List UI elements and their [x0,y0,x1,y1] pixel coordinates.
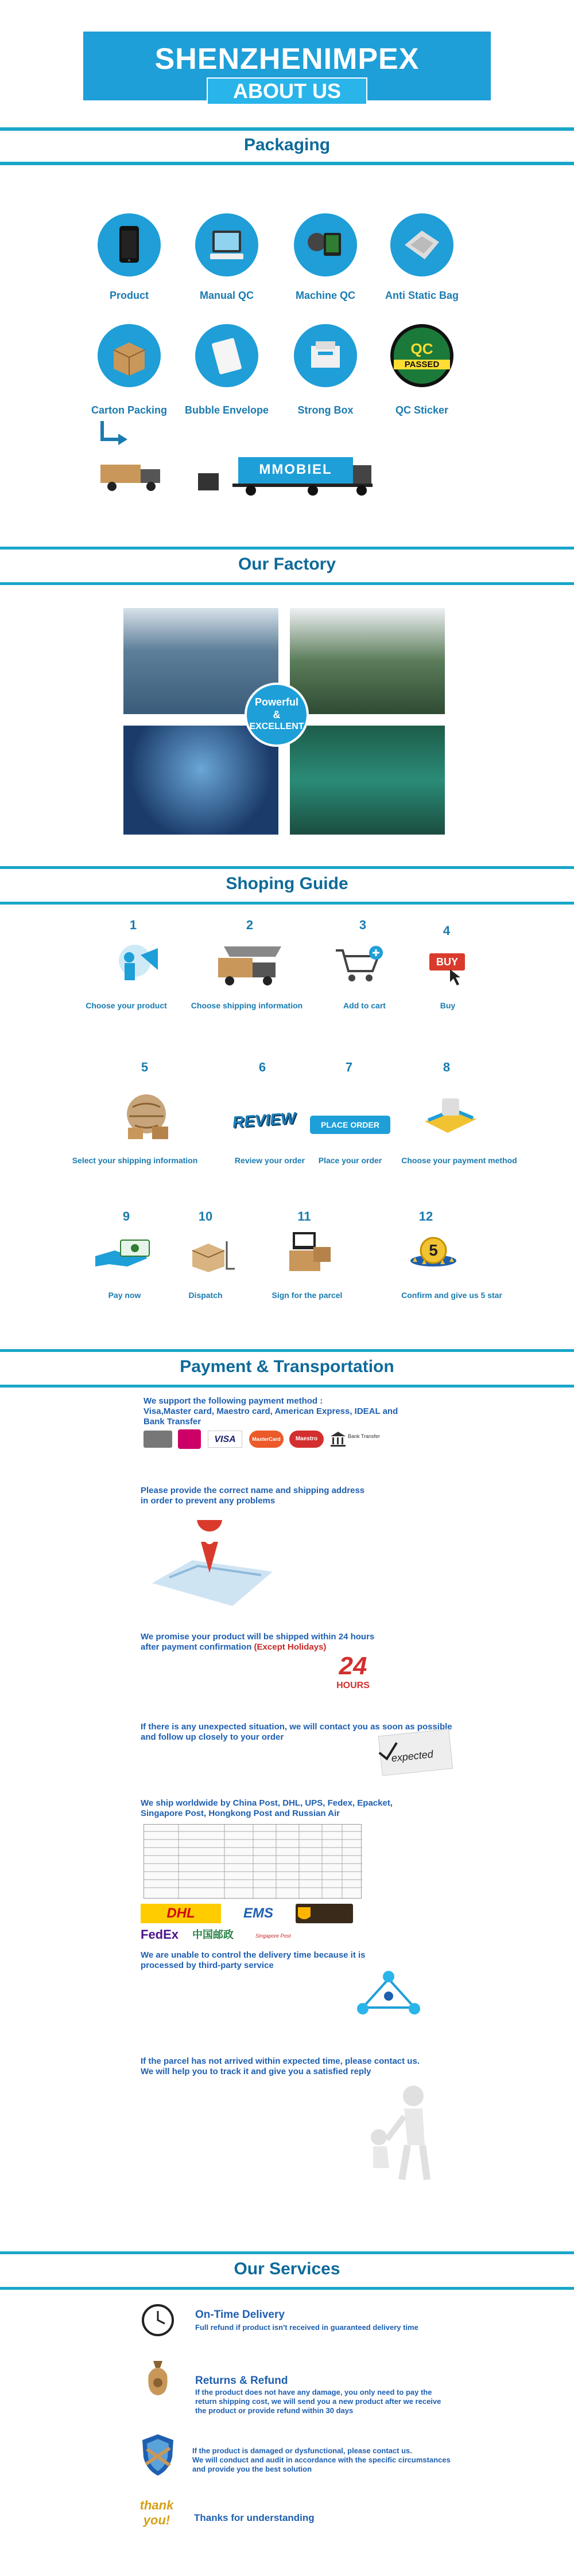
singapore-post-logo: Singapore Post [255,1933,291,1939]
bank-transfer-label: Bank Transfer [348,1433,381,1439]
ups-logo [296,1904,353,1923]
service-returns-title: Returns & Refund [195,2375,288,2387]
choose-product-icon [100,938,169,989]
brand-title: SHENZHENIMPEX [154,42,420,76]
network-people-icon [351,1967,426,2025]
step-label: Select your shipping information [72,1156,198,1165]
china-post-logo: 中国邮政 [192,1929,234,1940]
expected-icon [378,1729,453,1776]
factory-photo-4 [290,726,445,835]
visa-logo: VISA [208,1431,242,1448]
card-generic-icon [144,1431,172,1448]
services-section-header [0,2251,574,2291]
packaging-label-product: Product [109,290,149,301]
service-body-line: return shipping cost, we will send you a new product after we receive [195,2397,441,2406]
machine-qc-icon [294,213,357,276]
pay-now-icon [92,1233,155,1273]
qc-sticker-top: QC [410,340,433,357]
forklift-truck-icon [95,453,169,493]
service-body-line: We will conduct and audit in accordance with the specific circumstances [192,2456,451,2464]
bubble-envelope-icon [195,324,258,387]
sign-parcel-icon [281,1227,339,1273]
review-word: REVIEW [231,1109,297,1131]
payment-text-line: We ship worldwide by China Post, DHL, UPS, Fedex, Epacket, [141,1798,393,1808]
service-thanks-title: Thanks for understanding [194,2512,315,2523]
payment-text-line [141,1642,416,1653]
factory-photo-3 [123,726,278,835]
packaging-title: Packaging [243,135,331,154]
maestro-logo: Maestro [289,1431,324,1448]
shopping-title: Shoping Guide [226,874,348,893]
shield-icon [138,2432,178,2478]
services-title: Our Services [234,2259,340,2278]
five-star-number: 5 [429,1241,438,1259]
rate-table-grid [144,1825,362,1899]
ideal-icon [178,1429,201,1449]
step-label: Place your order [318,1156,382,1165]
packaging-label-carton: Carton Packing [91,404,168,416]
payment-text-line: We promise your product will be shipped within 24 hours [141,1632,375,1642]
step-number: 6 [258,1060,266,1074]
step-label: Buy [440,1001,456,1010]
step-label: Dispatch [188,1291,223,1300]
truck-brand-label: MMOBIEL [259,462,332,477]
packaging-label-strong-box: Strong Box [297,404,354,416]
shipping-info-icon [212,941,293,989]
payment-text-line: We support the following payment method : [144,1396,323,1406]
payment-text-line: Please provide the correct name and shipping address [141,1486,365,1495]
clock-icon [141,2303,175,2337]
step-number: 12 [418,1209,433,1223]
dhl-logo: DHL [141,1904,221,1923]
payment-section-header [0,1349,574,1389]
money-bag-icon [141,2357,175,2398]
qc-sticker-icon [390,324,453,387]
24-number: 24 [339,1652,367,1680]
step-number: 8 [443,1060,451,1074]
service-body-line: If the product is damaged or dysfunctional, please contact us. [192,2446,412,2455]
step-label: Pay now [108,1291,141,1300]
shipping-address-text [141,1486,416,1506]
service-body-line: If the product does not have any damage, you only need to pay the [195,2388,432,2396]
step-number: 1 [129,918,137,932]
packaging-label-anti-static: Anti Static Bag [385,290,459,301]
shipping-promise-text [141,1632,416,1653]
qc-sticker-bottom: PASSED [394,360,450,369]
factory-badge [245,683,309,747]
payment-text-span: after payment confirmation [141,1642,252,1652]
factory-section-header [0,547,574,587]
payment-text-line: in order to prevent any problems [141,1496,276,1506]
payment-text-line: Bank Transfer [144,1417,201,1427]
step-number: 2 [246,918,254,932]
payment-text-line: If the parcel has not arrived within expected time, please contact us. [141,2056,420,2066]
payment-text-line: and follow up closely to your order [141,1732,284,1742]
five-star-icon [405,1233,462,1273]
about-us-label: ABOUT US [207,77,367,105]
ups-shield-icon [296,1904,313,1923]
place-order-button: PLACE ORDER [310,1116,390,1134]
badge-excellent: EXCELLENT [249,722,304,731]
except-holidays-text: (Except Holidays) [254,1642,327,1652]
payment-text-line: We will help you to track it and give you a satisfied reply [141,2067,371,2076]
factory-title: Our Factory [238,555,336,574]
header-divider-top [0,127,574,131]
service-on-time-body: Full refund if product isn't received in guaranteed delivery time [195,2323,418,2332]
step-number: 4 [443,923,451,938]
step-number: 9 [122,1209,130,1223]
down-right-arrow-icon [98,419,132,447]
payment-text-line: Singapore Post, Hongkong Post and Russian Air [141,1809,340,1818]
payment-text-line: If there is any unexpected situation, we will contact you as soon as possible [141,1722,452,1732]
badge-amp: & [273,709,281,720]
payment-text-line: Visa,Master card, Maestro card, American Express, IDEAL and [144,1406,398,1416]
step-number: 10 [198,1209,213,1223]
anti-static-bag-icon [390,213,453,276]
bank-transfer-logo [329,1431,381,1448]
expected-word: expected [390,1748,434,1764]
service-body-line: and provide you the best solution [192,2465,312,2473]
packaging-label-machine-qc: Machine QC [295,290,356,301]
payment-methods-text [144,1396,419,1427]
step-label: Sign for the parcel [272,1291,343,1300]
step-label: Choose your payment method [401,1156,517,1165]
helping-figures-icon [356,2082,436,2185]
carrier-logos [141,1901,359,1947]
parcel-not-arrived-text [141,2056,439,2077]
carton-packing-icon [98,324,161,387]
packaging-label-manual-qc: Manual QC [199,290,254,301]
24-hours-icon [330,1652,376,1698]
step-number: 7 [345,1060,353,1074]
step-label: Choose shipping information [191,1001,303,1010]
step-number: 5 [141,1060,149,1074]
shipping-globe-icon [112,1084,181,1141]
manual-qc-icon [195,213,258,276]
badge-powerful: Powerful [254,696,298,708]
review-icon [230,1104,298,1139]
payment-method-icon [419,1093,482,1139]
mastercard-logo: MasterCard [249,1431,284,1448]
step-label: Add to cart [343,1001,386,1010]
bank-icon [329,1431,347,1448]
service-on-time-title: On-Time Delivery [195,2309,285,2321]
packaging-label-bubble: Bubble Envelope [184,404,269,416]
payment-title: Payment & Transportation [180,1357,394,1376]
check-icon [376,1739,401,1764]
packaging-label-qc-sticker: QC Sticker [395,404,449,416]
step-number: 3 [359,918,367,932]
product-icon [98,213,161,276]
ship-worldwide-text [141,1798,439,1819]
buy-button-icon [425,952,471,987]
thank-you-icon: thank you! [139,2498,174,2527]
service-body-line: the product or provide refund within 30 days [195,2406,354,2415]
header-banner [83,32,491,103]
buy-label: BUY [429,953,465,971]
service-returns-body [195,2388,465,2415]
payment-text-line: We are unable to control the delivery time because it is [141,1950,366,1960]
ems-logo: EMS [243,1905,273,1921]
payment-text-line: processed by third-party service [141,1961,274,1970]
rate-table [144,1824,362,1899]
payment-logos [144,1428,390,1449]
strong-box-icon [294,324,357,387]
step-label: Review your order [234,1156,305,1165]
step-number: 11 [297,1209,311,1223]
dispatch-icon [181,1233,238,1273]
delivery-truck [198,456,373,496]
service-damaged-body [192,2446,462,2474]
hours-word: HOURS [336,1681,370,1690]
fedex-logo: FedEx [141,1927,179,1942]
factory-photo-2 [290,608,445,714]
map-pin-illustration [146,1520,278,1612]
add-to-cart-icon [330,944,387,987]
shopping-section-header [0,866,574,906]
header-divider-bottom [0,162,574,165]
step-label: Choose your product [86,1001,167,1010]
step-label: Confirm and give us 5 star [401,1291,502,1300]
